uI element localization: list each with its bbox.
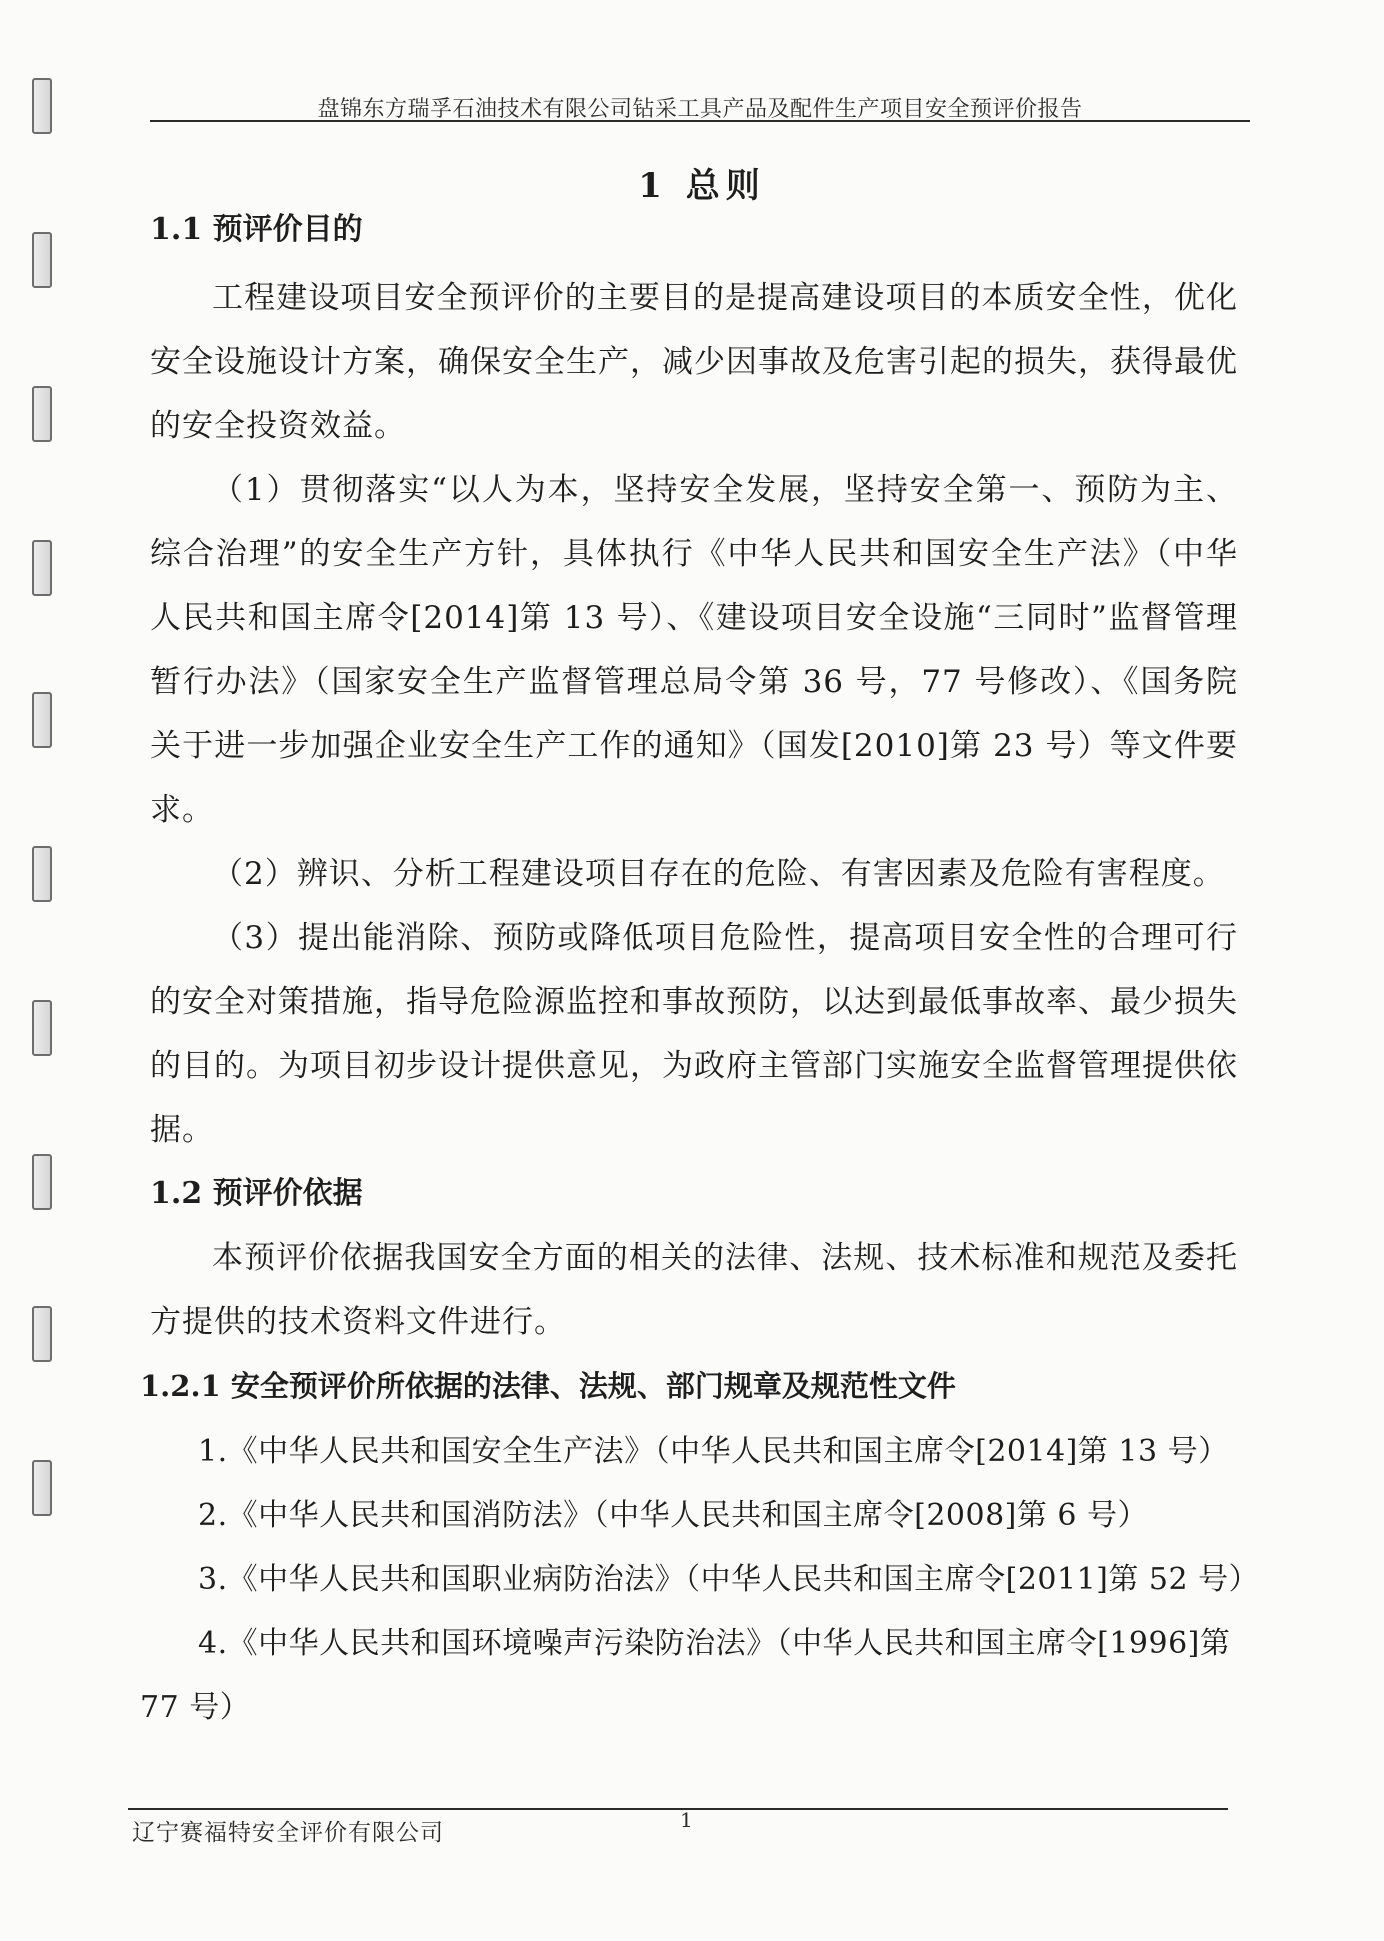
- paragraph-intro: 工程建设项目安全预评价的主要目的是提高建设项目的本质安全性，优化安全设施设计方案，确保安全生产，减少因事故及危害引起的损失，获得最优的安全投资效益。: [150, 280, 1238, 444]
- binding-hole: [32, 1154, 52, 1210]
- binding-hole: [32, 78, 52, 134]
- paragraph-item-3: （3）提出能消除、预防或降低项目危险性，提高项目安全性的合理可行的安全对策措施，指导危险源监控和事故预防，以达到最低事故率、最少损失的目的。为项目初步设计提供意见，为政府主管部门实施安全监督管理提供依据。: [150, 920, 1238, 1148]
- binding-hole: [32, 386, 52, 442]
- binding-hole: [32, 692, 52, 748]
- list-item: 4.《中华人民共和国环境噪声污染防治法》（中华人民共和国主席令[1996]第: [198, 1626, 1231, 1661]
- footer-divider: [128, 1808, 1228, 1810]
- chapter-title: 1 总则: [638, 166, 766, 206]
- section-1-1-body: [150, 266, 1238, 1162]
- binding-hole: [32, 540, 52, 596]
- section-heading-1-2-1: 1.2.1 安全预评价所依据的法律、法规、部门规章及规范性文件: [140, 1369, 956, 1403]
- section-heading-1-2: 1.2 预评价依据: [150, 1176, 363, 1211]
- header-divider: [150, 120, 1250, 122]
- list-item: 2.《中华人民共和国消防法》（中华人民共和国主席令[2008]第 6 号）: [198, 1498, 1149, 1533]
- footer-company: 辽宁赛福特安全评价有限公司: [132, 1820, 444, 1846]
- paragraph-item-1: （1）贯彻落实“以人为本，坚持安全发展，坚持安全第一、预防为主、综合治理”的安全生产方针，具体执行《中华人民共和国安全生产法》（中华人民共和国主席令[2014]第 13 号）、《建设项目安全设施“三同时”监督管理暂行办法》（国家安全生产监督管理总局令第 36 号，77 号修改）、《国务院关于进一步加强企业安全生产工作的通知》（国发[2010]第 23 号）等文件要求。: [150, 472, 1238, 828]
- page-number: 1: [680, 1808, 693, 1832]
- list-item: 3.《中华人民共和国职业病防治法》（中华人民共和国主席令[2011]第 52 号）: [198, 1562, 1260, 1597]
- binding-hole: [32, 232, 52, 288]
- list-item: 1.《中华人民共和国安全生产法》（中华人民共和国主席令[2014]第 13 号）: [198, 1434, 1229, 1469]
- binding-hole: [32, 1306, 52, 1362]
- section-1-2-body: [150, 1226, 1238, 1354]
- section-heading-1-1: 1.1 预评价目的: [150, 212, 363, 247]
- list-item-continuation: 77 号）: [140, 1690, 251, 1725]
- paragraph-item-2: （2）辨识、分析工程建设项目存在的危险、有害因素及危险有害程度。: [212, 856, 1225, 892]
- paragraph-1-2-intro: 本预评价依据我国安全方面的相关的法律、法规、技术标准和规范及委托方提供的技术资料文件进行。: [150, 1240, 1238, 1340]
- binding-hole: [32, 846, 52, 902]
- regulation-list: [140, 1420, 1260, 1740]
- binding-hole: [32, 1460, 52, 1516]
- page-header: 盘锦东方瑞孚石油技术有限公司钻采工具产品及配件生产项目安全预评价报告: [317, 97, 1083, 122]
- binding-hole: [32, 1000, 52, 1056]
